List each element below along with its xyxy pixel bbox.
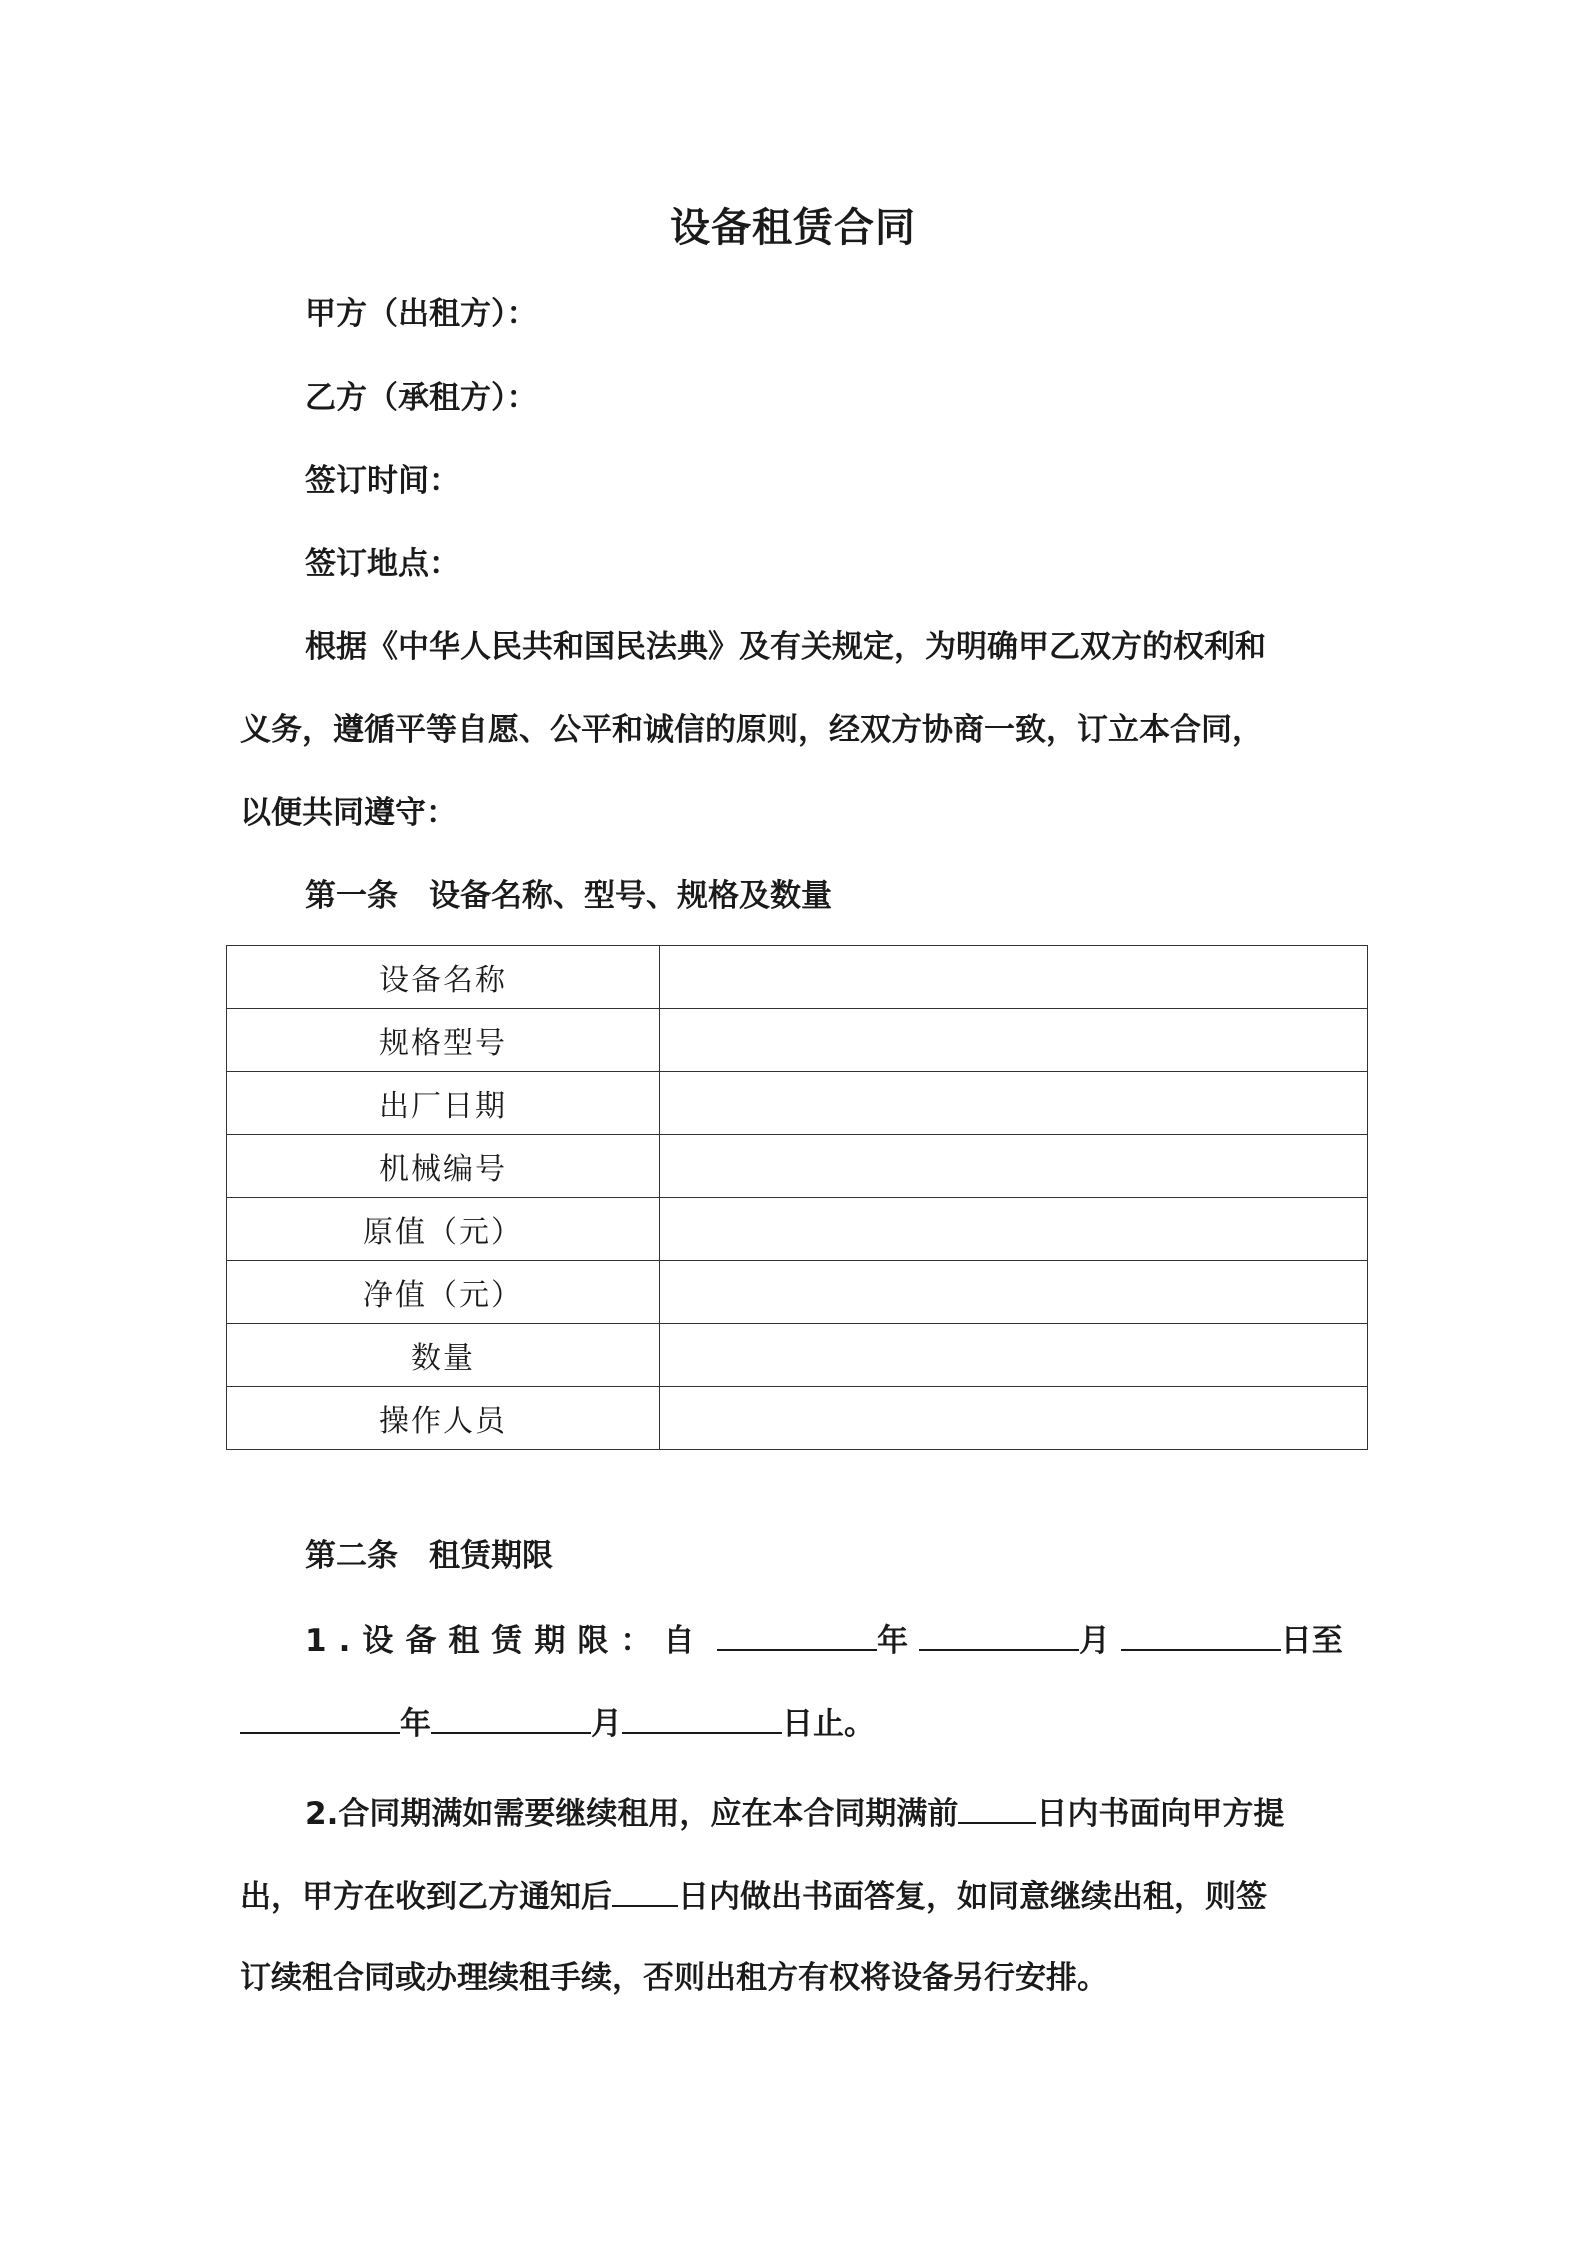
equipment-table [226, 945, 1368, 1450]
row-label: 数量 [227, 1324, 660, 1387]
blank-start-day [1121, 1619, 1281, 1651]
row-label: 操作人员 [227, 1387, 660, 1450]
row-value [660, 1387, 1368, 1450]
blank-notice-days [958, 1792, 1036, 1824]
day-end-label: 日止。 [782, 1706, 875, 1742]
year-label: 年 [877, 1623, 909, 1659]
row-value [660, 1009, 1368, 1072]
row-value [660, 1135, 1368, 1198]
table-row [227, 1198, 1368, 1261]
row-label: 规格型号 [227, 1009, 660, 1072]
article2-item2-line2 [240, 1875, 1267, 1917]
row-value [660, 1198, 1368, 1261]
table-row [227, 1135, 1368, 1198]
row-label: 原值（元） [227, 1198, 660, 1261]
row-label: 设备名称 [227, 946, 660, 1009]
table-row [227, 1072, 1368, 1135]
preamble-line-2: 义务，遵循平等自愿、公平和诚信的原则，经双方协商一致，订立本合同， [240, 712, 1263, 748]
article2-item2-line3: 订续租合同或办理续租手续，否则出租方有权将设备另行安排。 [240, 1960, 1108, 1996]
article1-heading: 第一条 设备名称、型号、规格及数量 [305, 878, 832, 914]
blank-start-month [919, 1619, 1079, 1651]
renewal-text-1: 2.合同期满如需要继续租用，应在本合同期满前 [305, 1796, 959, 1832]
table-row [227, 946, 1368, 1009]
blank-end-year [240, 1702, 400, 1734]
article2-heading: 第二条 租赁期限 [305, 1538, 553, 1574]
document-title: 设备租赁合同 [670, 205, 916, 251]
blank-end-month [431, 1702, 591, 1734]
article2-item1-line2 [240, 1702, 875, 1744]
party-b-label: 乙方（承租方）： [305, 380, 538, 416]
article2-item2-line1 [305, 1792, 1284, 1834]
blank-end-day [622, 1702, 782, 1734]
row-value [660, 1072, 1368, 1135]
preamble-line-3: 以便共同遵守： [240, 795, 457, 831]
table-row [227, 1324, 1368, 1387]
renewal-text-2: 日内书面向甲方提 [1036, 1796, 1285, 1832]
table-row [227, 1009, 1368, 1072]
row-value [660, 1261, 1368, 1324]
article2-item1-line1 [305, 1619, 1343, 1661]
table-row [227, 1261, 1368, 1324]
row-label: 出厂日期 [227, 1072, 660, 1135]
month-label: 月 [1078, 1623, 1110, 1659]
day-to-label: 日至 [1280, 1623, 1343, 1659]
row-label: 净值（元） [227, 1261, 660, 1324]
row-label: 机械编号 [227, 1135, 660, 1198]
row-value [660, 1324, 1368, 1387]
term-prefix: 1.设备租赁期限：自 [305, 1623, 707, 1659]
blank-start-year [717, 1619, 877, 1651]
renewal-text-4: 日内做出书面答复，如同意继续出租，则签 [678, 1879, 1267, 1915]
month2-label: 月 [591, 1706, 622, 1742]
year2-label: 年 [400, 1706, 431, 1742]
party-a-label: 甲方（出租方）： [305, 296, 538, 332]
table-row [227, 1387, 1368, 1450]
blank-reply-days [612, 1875, 678, 1907]
renewal-text-3: 出，甲方在收到乙方通知后 [240, 1879, 612, 1915]
sign-place-label: 签订地点： [305, 546, 460, 582]
sign-time-label: 签订时间： [305, 463, 460, 499]
row-value [660, 946, 1368, 1009]
preamble-line-1: 根据《中华人民共和国民法典》及有关规定，为明确甲乙双方的权利和 [305, 629, 1266, 665]
